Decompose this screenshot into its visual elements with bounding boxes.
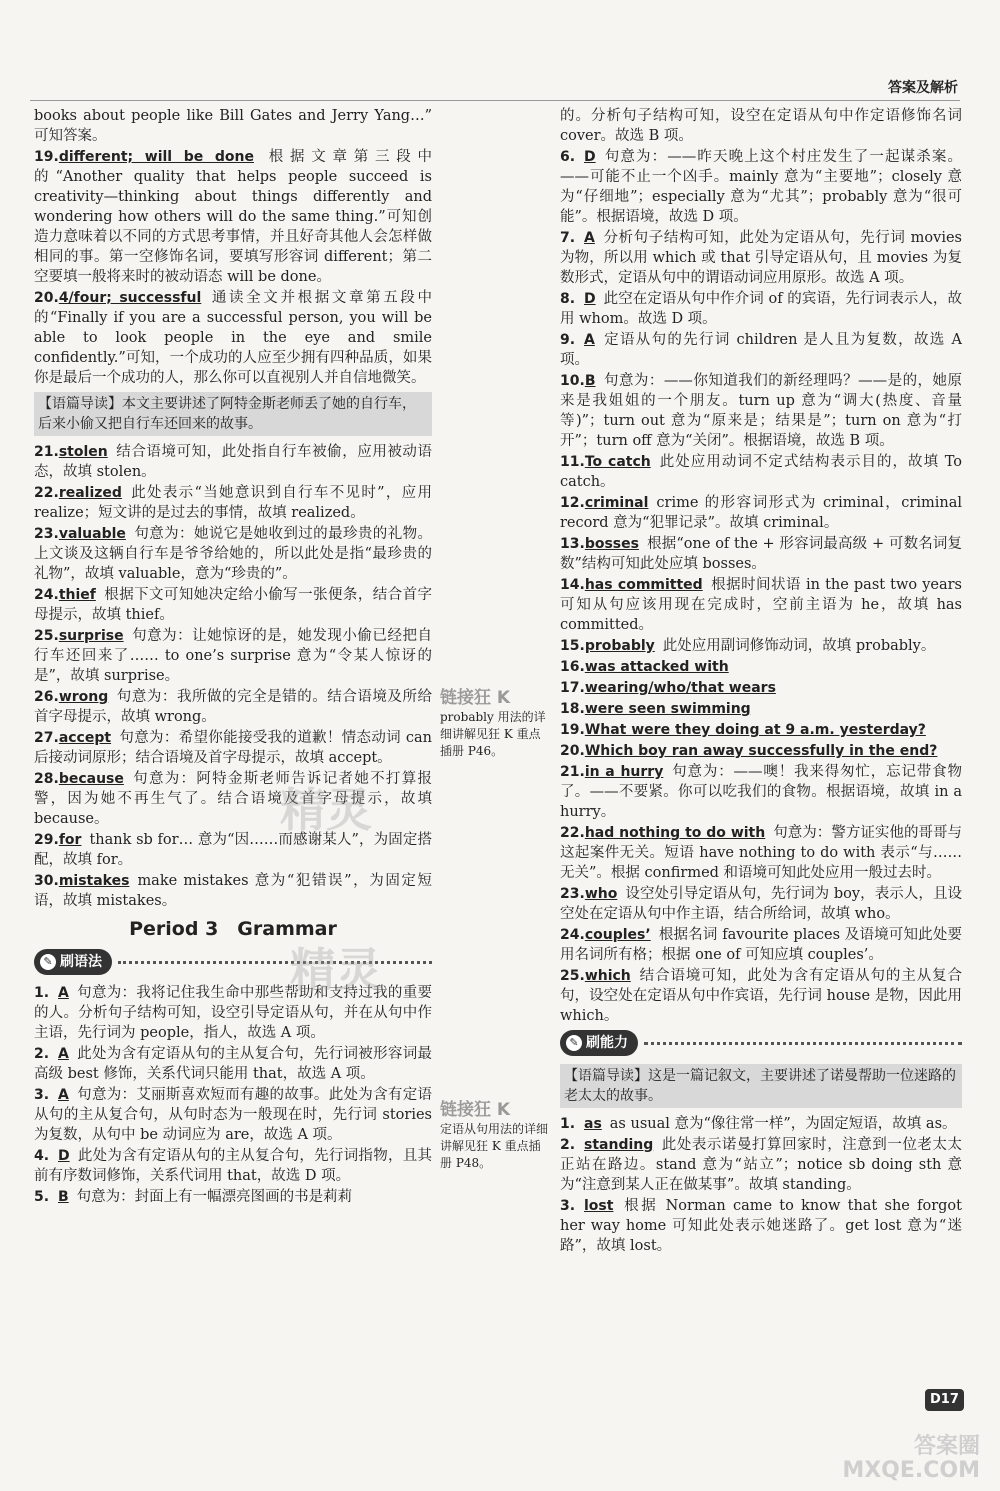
item-answer: were seen swimming xyxy=(584,701,751,717)
item-number: 21. xyxy=(34,444,59,460)
item-number: 22. xyxy=(560,825,585,841)
item-number: 24. xyxy=(560,927,585,943)
answer-item xyxy=(34,1044,432,1084)
answer-item xyxy=(34,1187,432,1207)
answer-item xyxy=(34,1146,432,1186)
answer-item xyxy=(34,483,432,523)
item-explanation: 此处应用副词修饰动词，故填 probably。 xyxy=(662,638,936,654)
item-answer: A xyxy=(58,1046,69,1062)
ability-tag-label: 刷能力 xyxy=(586,1035,628,1051)
item-answer: B xyxy=(58,1189,69,1205)
item-number: 2. xyxy=(560,1137,576,1153)
answer-item xyxy=(560,147,962,227)
item-number: 3. xyxy=(560,1198,576,1214)
item-answer: bosses xyxy=(584,536,639,552)
left-items1 xyxy=(34,147,432,388)
item-answer: Which boy ran away successfully in the end? xyxy=(584,743,938,759)
sidebar-note-text: probably 用法的详细讲解见狂 K 重点插册 P46。 xyxy=(440,710,546,758)
pencil-icon: ✎ xyxy=(566,1035,582,1051)
item-answer: 4/four; successful xyxy=(58,290,202,306)
answer-item xyxy=(560,1114,962,1134)
answer-item xyxy=(560,534,962,574)
left-intro: books about people like Bill Gates and Jerry Yang…” 可知答案。 xyxy=(34,108,432,144)
item-explanation: 此处为含有定语从句的主从复合句，先行词指物，且其前有序数词修饰，关系代词用 that，故选 D 项。 xyxy=(34,1148,432,1184)
item-number: 15. xyxy=(560,638,585,654)
item-answer: in a hurry xyxy=(584,764,664,780)
pencil-icon: ✎ xyxy=(40,954,56,970)
answer-item xyxy=(34,728,432,768)
right-column xyxy=(560,106,962,1257)
item-number: 7. xyxy=(560,230,576,246)
item-number: 23. xyxy=(560,886,585,902)
answer-item xyxy=(560,884,962,924)
item-explanation: 分析句子结构可知，此处为定语从句，先行词 movies 为物，所以用 which 或 that 引导定语从句，且 movies 为复数形式，定语从句中的谓语动词应用原形。故选 A 项。 xyxy=(560,230,962,286)
answer-item xyxy=(560,762,962,822)
item-number: 3. xyxy=(34,1087,50,1103)
dotted-divider xyxy=(644,1041,962,1045)
item-explanation: 根据文章第三段中的“Another quality that helps people succeed is creativity—thinking about things differently and wondering how others will do the same thing.”可知创造力意味着以不同的方式思考事情，并且好奇其他人会怎样做相同的事。第一空修饰名词，要填写形容词 different；第二空要填一般将来时的被动语态 will be done。 xyxy=(34,149,433,285)
item-answer: thief xyxy=(58,587,96,603)
left-column xyxy=(34,106,432,1208)
sidebar-note-text: 定语从句用法的详细讲解见狂 K 重点插册 P48。 xyxy=(440,1122,549,1170)
answer-item xyxy=(560,1135,962,1195)
item-answer: A xyxy=(58,985,69,1001)
item-answer: standing xyxy=(584,1137,654,1153)
item-number: 14. xyxy=(560,577,585,593)
item-explanation: 句意为：——你知道我们的新经理吗？——是的，她原来是我姐姐的一个朋友。turn up 意为“调大(热度、音量等)”；turn out 意为“原来是；结果是”；turn on 意为“打开”；turn off 意为“关闭”。根据语境，故选 B 项。 xyxy=(560,373,962,449)
item-explanation: 句意为：希望你能接受我的道歉！情态动词 can 后接动词原形；结合语境及首字母提示，故填 accept。 xyxy=(34,730,432,766)
site-watermark xyxy=(842,1435,980,1483)
item-number: 4. xyxy=(34,1148,50,1164)
item-answer: couples’ xyxy=(584,927,651,943)
item-answer: had nothing to do with xyxy=(584,825,766,841)
item-number: 5. xyxy=(34,1189,50,1205)
answer-item xyxy=(34,871,432,911)
item-number: 2. xyxy=(34,1046,50,1062)
answer-item xyxy=(34,442,432,482)
item-explanation: 根据名词 favourite places 及语境可知此处要用名词所有格；根据 one of 可知应填 couples’。 xyxy=(560,927,962,963)
item-number: 17. xyxy=(560,680,585,696)
header-rule xyxy=(30,100,960,101)
item-answer: wearing/who/that wears xyxy=(584,680,776,696)
item-number: 18. xyxy=(560,701,585,717)
item-explanation: 根据“one of the + 形容词最高级 + 可数名词复数”结构可知此处应填 bosses。 xyxy=(560,536,962,572)
item-explanation: 句意为：我将记住我生命中那些帮助和支持过我的重要的人。分析句子结构可知，设空引导定语从句，并在从句中作主语，先行词为 people，指人，故选 A 项。 xyxy=(34,985,432,1041)
item-explanation: 句意为：警方证实他的哥哥与这起案件无关。短语 have nothing to do with 表示“与……无关”。根据 confirmed 和语境可知此处应用一般过去时。 xyxy=(560,825,963,881)
item-answer: stolen xyxy=(58,444,108,460)
item-explanation: 结合语境可知，此处为含有定语从句的主从复合句，设空处在定语从句中作宾语，先行词 house 是物，因此用 which。 xyxy=(560,968,962,1024)
item-explanation: 句意为：我所做的完全是错的。结合语境及所给首字母提示，故填 wrong。 xyxy=(34,689,432,725)
answer-item xyxy=(34,830,432,870)
answer-item xyxy=(560,720,962,740)
watermark-logo-text: 答案圈 xyxy=(913,1434,980,1459)
answer-item xyxy=(34,1085,432,1145)
reading-guide: 【语篇导读】这是一篇记叙文，主要讲述了诺曼帮助一位迷路的老太太的故事。 xyxy=(560,1064,962,1108)
grammar-tag-label: 刷语法 xyxy=(60,954,102,970)
answer-item xyxy=(560,699,962,719)
item-explanation: 句意为：她说它是她收到过的最珍贵的礼物。上文谈及这辆自行车是爷爷给她的，所以此处是指“最珍贵的礼物”，故填 valuable，意为“珍贵的”。 xyxy=(34,526,432,582)
item-answer: has committed xyxy=(584,577,703,593)
answer-item xyxy=(560,636,962,656)
grammar-tag xyxy=(34,949,112,975)
item-number: 28. xyxy=(34,771,59,787)
item-answer: was attacked with xyxy=(584,659,729,675)
item-number: 30. xyxy=(34,873,59,889)
item-answer: D xyxy=(584,149,596,165)
item-number: 12. xyxy=(560,495,585,511)
item-number: 20. xyxy=(560,743,585,759)
answer-item xyxy=(560,289,962,329)
answer-item xyxy=(34,147,432,287)
header-title: 答案及解析 xyxy=(888,80,958,96)
sidebar-note-title: 链接狂 K xyxy=(440,1100,511,1120)
answer-item xyxy=(560,678,962,698)
left-items2 xyxy=(34,442,432,911)
item-explanation: 根据 Norman came to know that she forgot her way home 可知此处表示她迷路了。get lost 意为“迷路”，故填 lost。 xyxy=(560,1198,962,1254)
item-explanation: thank sb for… 意为“因……而感谢某人”，为固定搭配，故填 for。 xyxy=(34,832,432,868)
item-answer: A xyxy=(584,332,595,348)
item-number: 26. xyxy=(34,689,59,705)
item-explanation: 此处应用动词不定式结构表示目的，故填 To catch。 xyxy=(560,454,962,490)
item-explanation: 句意为：艾丽斯喜欢短而有趣的故事。此处为含有定语从句的主从复合句，从句时态为一般现在时，先行词 stories 为复数，从句中 be 动词应为 are，故选 A 项。 xyxy=(34,1087,432,1143)
item-explanation: crime 的形容词形式为 criminal，criminal record 意为“犯罪记录”。故填 criminal。 xyxy=(560,495,962,531)
item-answer: different; will be done xyxy=(58,149,254,165)
item-explanation: 句意为：让她惊讶的是，她发现小偷已经把自行车还回来了…… to one’s surprise 意为“令某人惊讶的是”，故填 surprise。 xyxy=(34,628,432,684)
item-explanation: 设空处引导定语从句，先行词为 boy，表示人，且设空处在定语从句中作主语，结合所给词，故填 who。 xyxy=(560,886,962,922)
sidebar-note-relative-clause xyxy=(440,1102,552,1172)
answer-item xyxy=(34,524,432,584)
item-number: 9. xyxy=(560,332,576,348)
item-explanation: 定语从句的先行词 children 是人且为复数，故选 A 项。 xyxy=(560,332,962,368)
answer-item xyxy=(560,1196,962,1256)
item-number: 25. xyxy=(34,628,59,644)
item-answer: surprise xyxy=(58,628,124,644)
item-number: 8. xyxy=(560,291,576,307)
item-answer: D xyxy=(584,291,596,307)
item-explanation: 通读全文并根据文章第五段中的“Finally if you are a successful person, you will be able to look people in the eye and smile confidently.”可知，一个成功的人应至少拥有四种品质，如果你是最后一个成功的人，那么你可以直视别人并自信地微笑。 xyxy=(34,290,433,386)
item-answer: criminal xyxy=(584,495,649,511)
answer-item xyxy=(34,626,432,686)
answer-item xyxy=(560,330,962,370)
item-answer: probably xyxy=(584,638,655,654)
item-number: 16. xyxy=(560,659,585,675)
item-number: 21. xyxy=(560,764,585,780)
item-explanation: 此空在定语从句中作介词 of 的宾语，先行词表示人，故用 whom。故选 D 项。 xyxy=(560,291,962,327)
item-answer: wrong xyxy=(58,689,109,705)
item-explanation: 此处为含有定语从句的主从复合句，先行词被形容词最高级 best 修饰，关系代词只能用 that，故选 A 项。 xyxy=(34,1046,432,1082)
item-number: 24. xyxy=(34,587,59,603)
reading-guide: 【语篇导读】本文主要讲述了阿特金斯老师丢了她的自行车，后来小偷又把自行车还回来的故事。 xyxy=(34,392,432,436)
answer-item xyxy=(560,823,962,883)
item-explanation: 句意为：封面上有一幅漂亮图画的书是莉莉 xyxy=(76,1189,353,1205)
sidebar-note-title: 链接狂 K xyxy=(440,688,511,708)
item-answer: realized xyxy=(58,485,122,501)
item-number: 6. xyxy=(560,149,576,165)
item-number: 20. xyxy=(34,290,59,306)
ability-tag-row xyxy=(560,1030,962,1056)
answer-item xyxy=(560,741,962,761)
item-answer: accept xyxy=(58,730,112,746)
answer-item xyxy=(560,371,962,451)
item-answer: To catch xyxy=(584,454,651,470)
item-answer: as xyxy=(584,1116,602,1132)
item-answer: B xyxy=(584,373,596,389)
watermark-mid: 精灵 xyxy=(290,943,382,997)
item-answer: valuable xyxy=(58,526,126,542)
answer-item xyxy=(34,769,432,837)
answer-item xyxy=(560,657,962,677)
item-number: 27. xyxy=(34,730,59,746)
item-explanation: 句意为：——昨天晚上这个村庄发生了一起谋杀案。——可能不止一个凶手。mainly 意为“主要地”；closely 意为“仔细地”；especially 意为“尤其”；probably 意为“很可能”。根据语境，故选 D 项。 xyxy=(560,149,962,225)
item-answer: A xyxy=(58,1087,69,1103)
item-answer: A xyxy=(584,230,595,246)
sidebar-note-probably xyxy=(440,690,552,760)
right-items2 xyxy=(560,1114,962,1256)
item-answer: What were they doing at 9 a.m. yesterday? xyxy=(584,722,926,738)
section-title: Period 3 Grammar xyxy=(129,918,337,940)
answer-item xyxy=(560,966,962,1026)
item-answer: for xyxy=(58,832,82,848)
item-explanation: 句意为：阿特金斯老师告诉记者她不打算报警，因为她不再生气了。结合语境及首字母提示，故填 because。 xyxy=(34,771,432,827)
item-number: 19. xyxy=(34,149,59,165)
item-number: 22. xyxy=(34,485,59,501)
item-explanation: 此处表示“当她意识到自行车不见时”，应用 realize；短文讲的是过去的事情，故填 realized。 xyxy=(34,485,432,521)
item-explanation: 结合语境可知，此处指自行车被偷，应用被动语态，故填 stolen。 xyxy=(34,444,432,480)
item-explanation: 根据时间状语 in the past two years 可知从句应该用现在完成时，空前主语为 he，故填 has committed。 xyxy=(560,577,962,633)
item-number: 1. xyxy=(34,985,50,1001)
item-explanation: 此处表示诺曼打算回家时，注意到一位老太太正站在路边。stand 意为“站立”；notice sb doing sth 意为“注意到某人正在做某事”。故填 standing。 xyxy=(560,1137,962,1193)
answer-item xyxy=(560,493,962,533)
item-answer: because xyxy=(58,771,124,787)
answer-item xyxy=(560,228,962,288)
item-explanation: make mistakes 意为“犯错误”，为固定短语，故填 mistakes。 xyxy=(34,873,432,909)
answer-item xyxy=(34,687,432,727)
page-number: D17 xyxy=(925,1389,964,1411)
item-number: 23. xyxy=(34,526,59,542)
item-answer: D xyxy=(58,1148,70,1164)
watermark-url: MXQE.COM xyxy=(842,1458,980,1483)
item-number: 11. xyxy=(560,454,585,470)
item-answer: who xyxy=(584,886,618,902)
answer-item xyxy=(560,925,962,965)
right-items1 xyxy=(560,147,962,1026)
right-intro: 的。分析句子结构可知，设空在定语从句中作定语修饰名词 cover。故选 B 项。 xyxy=(560,108,962,144)
item-number: 29. xyxy=(34,832,59,848)
ability-tag xyxy=(560,1030,638,1056)
item-number: 19. xyxy=(560,722,585,738)
item-number: 25. xyxy=(560,968,585,984)
watermark-mid: 精灵 xyxy=(280,783,372,837)
item-answer: mistakes xyxy=(58,873,130,889)
answer-item xyxy=(560,575,962,635)
item-answer: lost xyxy=(584,1198,614,1214)
item-answer: which xyxy=(584,968,631,984)
item-explanation: as usual 意为“像往常一样”，为固定短语，故填 as。 xyxy=(609,1116,957,1132)
answer-item xyxy=(560,452,962,492)
item-explanation: 句意为：——噢！我来得匆忙，忘记带食物了。——不要紧。你可以吃我们的食物。根据语境，故填 in a hurry。 xyxy=(560,764,962,820)
answer-item xyxy=(34,585,432,625)
left-items3 xyxy=(34,983,432,1207)
item-number: 13. xyxy=(560,536,585,552)
item-number: 1. xyxy=(560,1116,576,1132)
dotted-divider xyxy=(118,960,432,964)
item-explanation: 根据下文可知她决定给小偷写一张便条，结合首字母提示，故填 thief。 xyxy=(34,587,432,623)
answer-item xyxy=(34,288,432,388)
item-number: 10. xyxy=(560,373,585,389)
